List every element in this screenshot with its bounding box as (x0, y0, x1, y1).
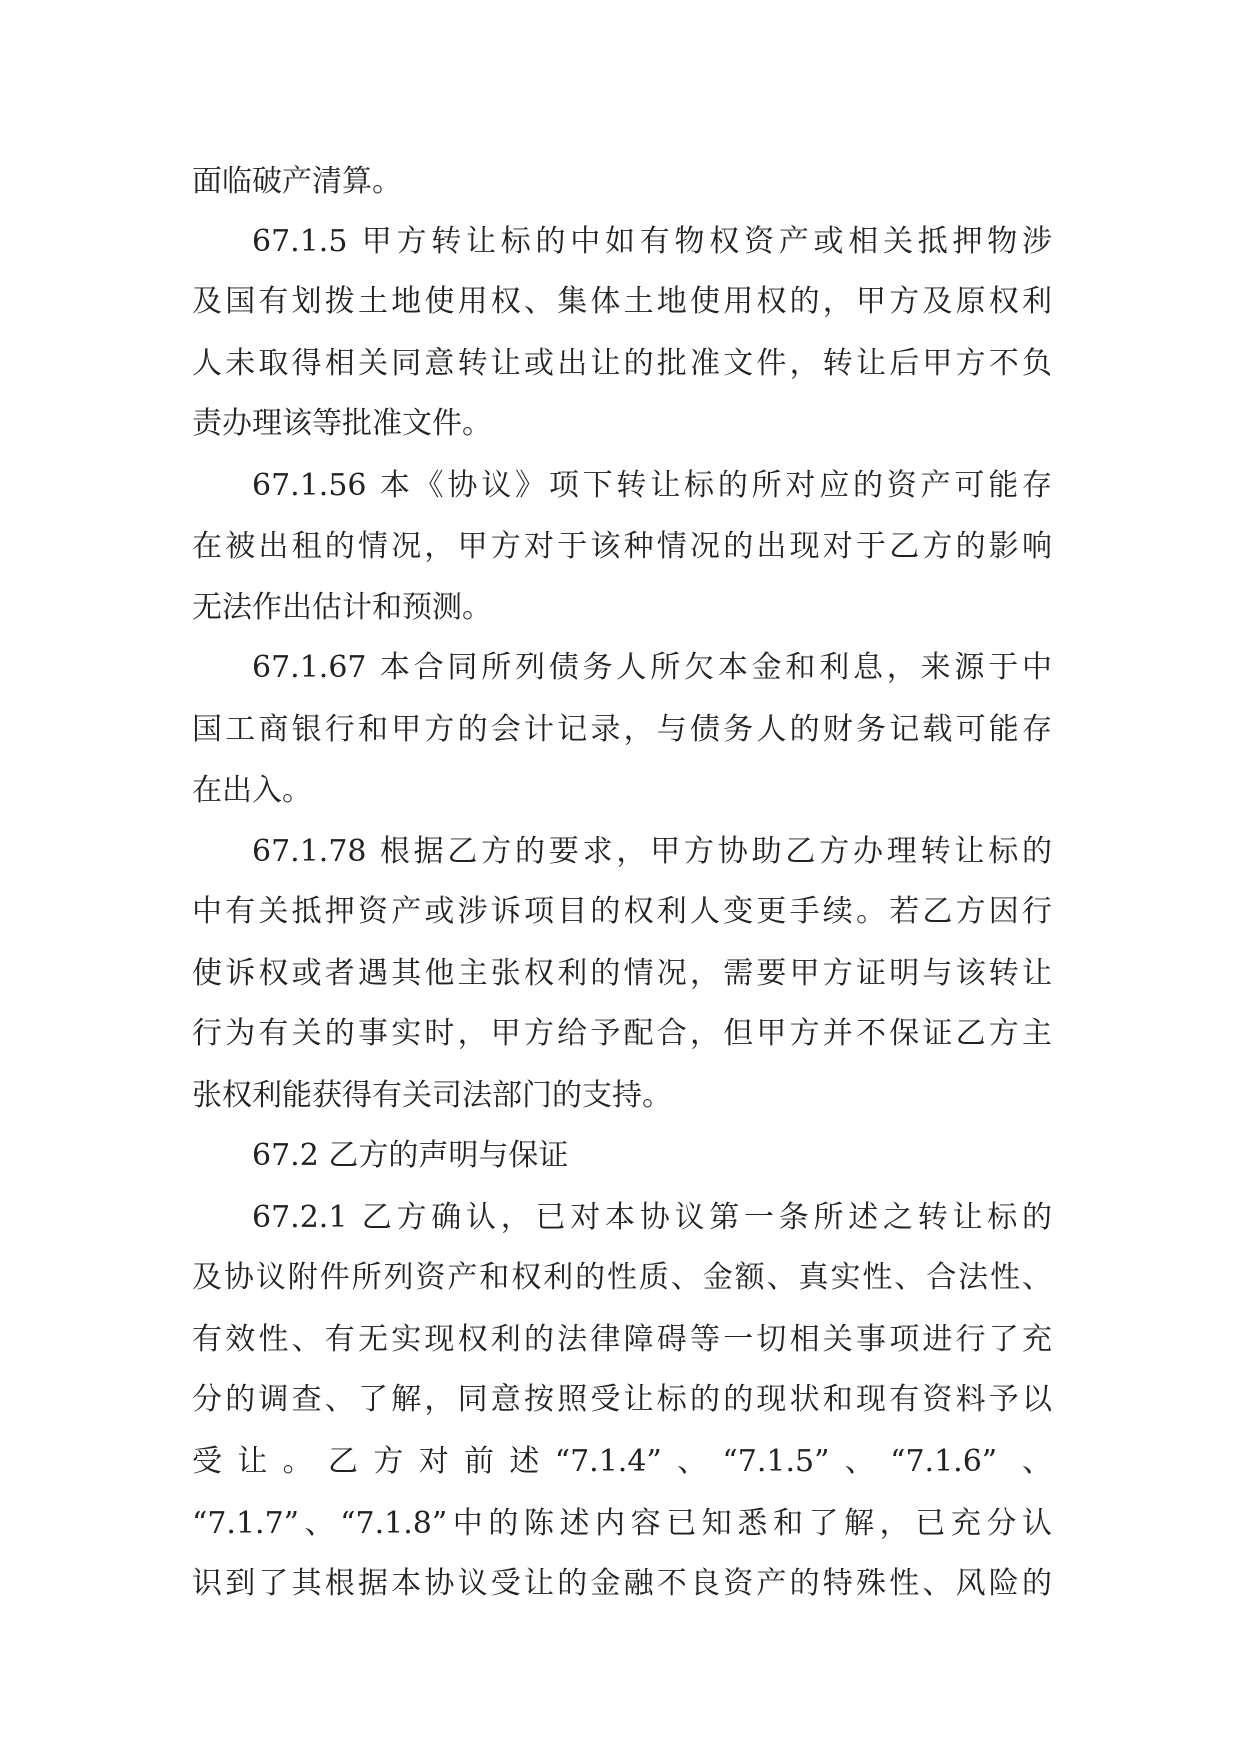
text-line: 无法作出估计和预测。 (192, 590, 492, 625)
clause-6715-start: 67.1.5 甲方转让标的中如有物权资产或相关抵押物涉 (252, 224, 1052, 259)
text-line: 国工商银行和甲方的会计记录，与债务人的财务记载可能存 (192, 712, 1052, 747)
text-line: 分的调查、了解，同意按照受让标的的现状和现有资料予以 (192, 1382, 1052, 1417)
text-line: 在被出租的情况，甲方对于该种情况的出现对于乙方的影响 (192, 529, 1052, 564)
text-line: 人未取得相关同意转让或出让的批准文件，转让后甲方不负 (192, 346, 1052, 381)
text-line: 在出入。 (192, 773, 312, 808)
text-line: 及协议附件所列资产和权利的性质、金额、真实性、合法性、 (192, 1260, 1052, 1295)
text-line: 责办理该等批准文件。 (192, 406, 492, 441)
text-line: 识到了其根据本协议受让的金融不良资产的特殊性、风险的 (192, 1566, 1052, 1601)
text-line: 及国有划拨土地使用权、集体土地使用权的，甲方及原权利 (192, 284, 1052, 319)
text-line: 面临破产清算。 (192, 164, 402, 199)
text-line: 受让。乙方对前述“7.1.4”、“7.1.5”、“7.1.6” 、 (192, 1444, 1052, 1479)
text-line: 使诉权或者遇其他主张权利的情况，需要甲方证明与该转让 (192, 956, 1052, 991)
text-line: 有效性、有无实现权利的法律障碍等一切相关事项进行了充 (192, 1322, 1052, 1357)
section-672-heading: 67.2 乙方的声明与保证 (252, 1138, 569, 1173)
text-line: 张权利能获得有关司法部门的支持。 (192, 1078, 672, 1113)
clause-67167-start: 67.1.67 本合同所列债务人所欠本金和利息，来源于中 (252, 650, 1052, 685)
clause-67156-start: 67.1.56 本《协议》项下转让标的所对应的资产可能存 (252, 468, 1052, 503)
text-line: “7.1.7”、“7.1.8”中的陈述内容已知悉和了解，已充分认 (192, 1506, 1052, 1541)
text-line: 行为有关的事实时，甲方给予配合，但甲方并不保证乙方主 (192, 1016, 1052, 1051)
clause-67178-start: 67.1.78 根据乙方的要求，甲方协助乙方办理转让标的 (252, 834, 1052, 869)
clause-6721-start: 67.2.1 乙方确认，已对本协议第一条所述之转让标的 (252, 1200, 1052, 1235)
text-line: 中有关抵押资产或涉诉项目的权利人变更手续。若乙方因行 (192, 894, 1052, 929)
